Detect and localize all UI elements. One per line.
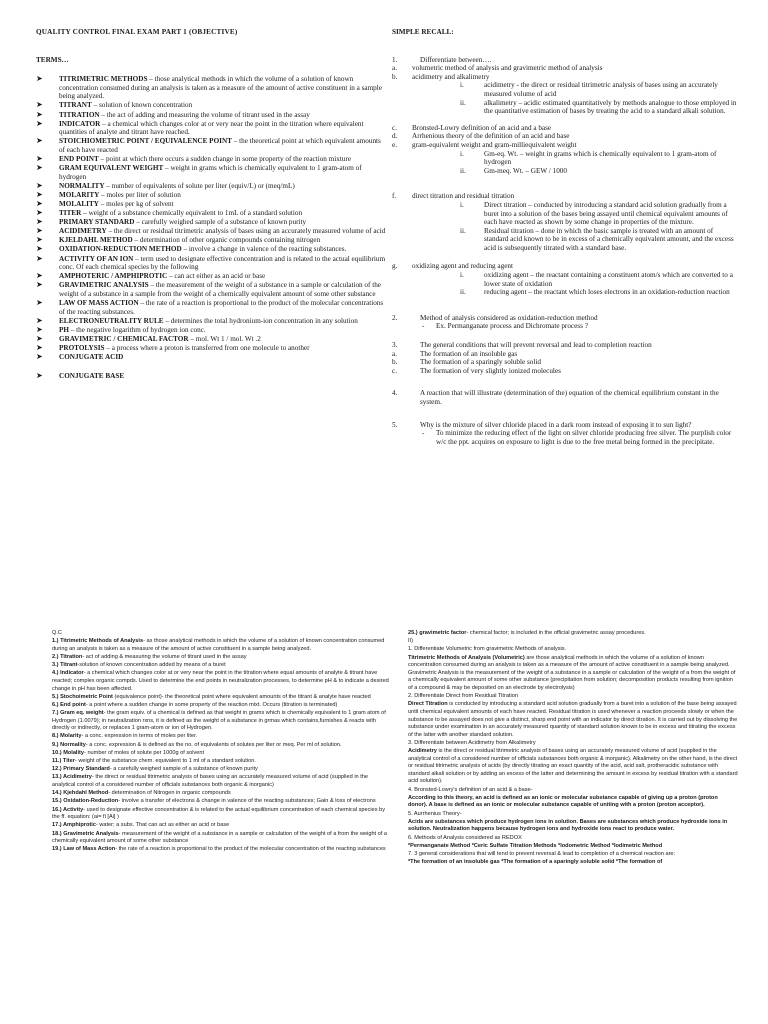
question-number: 1. [392, 55, 398, 64]
term-definition: – the act of adding and measuring the volume of titrant used in the assay [99, 110, 310, 119]
note-lead: 12.) Primary Standard [52, 766, 110, 773]
term-name: GRAVIMETRIC / CHEMICAL FACTOR [59, 334, 189, 343]
answer-item [392, 99, 737, 116]
term-definition: – the negative logarithm of hydrogen ion conc. [68, 325, 206, 334]
note-text: - water; a subs. That can act as either an acid or base [95, 822, 230, 829]
question-text: A reaction that will illustrate (determination of the) equation of the chemical equilibrium constant in the system. [420, 389, 719, 406]
note-paragraph [52, 630, 390, 638]
term-name: PRIMARY STANDARD [59, 218, 135, 227]
answer-text: Gm-meq. Wt. – GEW / 1000 [484, 166, 567, 175]
sub-text: The formation of a sparingly soluble solid [420, 358, 541, 367]
arrow-bullet-icon: ➤ [36, 74, 43, 84]
term-name: END POINT [59, 155, 99, 164]
answer-text: Gm-eq. Wt. – weight in grams which is chemically equivalent to 1 gram-atom of hydrogen [484, 149, 717, 167]
note-lead: 5.) Stochoimetric Point [52, 693, 113, 700]
note-text: - the rate of a reaction is proportional to the product of the molecular concentration of the reacting substances [115, 846, 386, 853]
term-item [36, 209, 388, 218]
term-definition: – solution of known concentration [91, 101, 193, 110]
arrow-bullet-icon: ➤ [36, 154, 43, 164]
arrow-bullet-icon: ➤ [36, 253, 43, 263]
term-definition: – weight of a substance chemically equivalent to 1mL of a standard solution [81, 209, 303, 218]
roman-numeral: i. [460, 271, 464, 280]
note-text: - a conc. expression & is defined as the no. of equivalents of solutes per liter or meq. Per ml of solution. [85, 741, 342, 748]
answer-item [392, 288, 737, 297]
term-name: MOLALITY [59, 200, 99, 208]
dash-bullet: - [422, 429, 425, 438]
question-number: 5. [392, 420, 398, 429]
note-lead: 15.) Oxidation-Reduction [52, 798, 119, 805]
note-lead: 9.) Normality [52, 741, 86, 748]
term-name: ELECTRONEUTRALITY RULE [59, 316, 164, 325]
question-text: Why is the mixture of silver chloride placed in a dark room instead of exposing it to sun light? [420, 420, 692, 429]
question-5 [392, 421, 737, 430]
question-1-e [392, 141, 737, 150]
term-name: GRAVIMETRIC ANALYSIS [59, 281, 149, 290]
note-text: 4. Bronsted-Lowry's definition of an acid & a base- [408, 786, 533, 793]
term-item [36, 218, 388, 227]
note-lead: 16.) Activity [52, 806, 84, 813]
term-definition: – mol. Wt 1 / mol. Wt .2 [188, 334, 261, 343]
question-text: Differentiate between…. [420, 55, 492, 64]
sub-text: Arrhenious theory of the definition of an acid and base [412, 132, 570, 141]
term-name: KJELDAHL METHOD [59, 236, 133, 245]
question-1-d [392, 132, 737, 141]
term-definition: – those analytical methods in which the volume of a solution of known concentration consumed during an analysis is taken as a measure of the amount of active constituent in a sample being analyzed. [59, 75, 382, 101]
term-definition: – point at which there occurs a sudden change in some property of the reaction mixture [98, 155, 352, 164]
answer-text: Residual titration – done in which the basic sample is treated with an amount of standard acid known to be in excess of a chemically equivalent amount, and the excess acid is subsequently titrated with a standard base. [484, 226, 734, 252]
question-1-a [392, 64, 737, 73]
term-item [36, 111, 388, 120]
note-text: - used to designate effective concentration & is related to the actual equilibrium concentration of each chemical species by the ff. equation: (ai= fi [Ai] ) [52, 806, 386, 821]
term-name: CONJUGATE ACID [59, 353, 124, 362]
note-lead: 1.) Titrimetric Methods of Analysis [52, 638, 144, 645]
question-number: 2. [392, 313, 398, 322]
term-name: GRAM EQUIVALENT WEIGHT [59, 164, 164, 173]
note-paragraph [408, 835, 738, 843]
term-name: PROTOLYSIS [59, 344, 105, 352]
question-2-answer [422, 322, 737, 331]
note-paragraph [52, 831, 390, 846]
arrow-bullet-icon: ➤ [36, 109, 43, 119]
note-text: - the gram equiv. of a chemical is defined as that weight in grams which is chemically equivalent to 1 gram atom of Hydrogen (1.0079); in neutralization rxns, it is defined as the weight of a substance in grmas which contains,furnishes & reacts with directly or indirectly, or replaces 1 gram-atom or ion of Hydrogen. [52, 710, 386, 732]
term-definition: – a process where a proton is transferred from one molecule to another [104, 344, 310, 352]
simple-recall-heading: SIMPLE RECALL: [392, 28, 454, 36]
answer-text: oxidizing agent – the reactant containing a constituent atom/s which are converted to a lower state of oxidation [484, 271, 733, 288]
note-lead: 18.) Gravimetric Analysis [52, 830, 119, 837]
note-text: - weight of the substance chem. equivalent to 1 ml of a standard solution. [74, 758, 256, 765]
question-5-answer [422, 429, 737, 446]
note-text: (equivalence point)- the theoretical point where equivalent amounts of the titrant & analyte have reacted [112, 693, 371, 700]
roman-numeral: ii. [460, 226, 466, 235]
sub-text: Bronsted-Lowry definition of an acid and a base [412, 123, 552, 132]
note-paragraph [408, 646, 738, 654]
question-text: The general conditions that will prevent reversal and lead to completion reaction [420, 341, 652, 350]
question-3-b [392, 358, 737, 367]
note-text: - the direct or residual titrimetric analysis of bases using an accurately measured volume of acid (supplied in the analytical control of a considered number of officials substances both organic & inorganic) [52, 774, 368, 788]
note-text: 7. 3 general considerations that will tend to prevent reversal & lead to completion of a chemical reaction are: [408, 850, 676, 857]
term-name: PH [59, 325, 69, 334]
term-definition: – moles per liter of solution [99, 190, 181, 199]
term-definition: – term used to designate effective concentration and is related to the actual equilibrium conc. Of each chemical species by the following [59, 254, 386, 272]
arrow-bullet-icon: ➤ [36, 271, 43, 281]
note-paragraph [408, 693, 738, 701]
question-1-g [392, 262, 737, 271]
term-item [36, 101, 388, 110]
note-paragraph [408, 811, 738, 819]
term-item [36, 120, 388, 137]
note-lead: 7.) Gram eq. weight [52, 710, 104, 717]
note-text: - a chemical which changes color at or very near the point in the titration where equal amounts of analyte & titrant have reacted; complex organic compds. Used to determine the end points in neutralization processes, to determine pH & to indicate a desired change in pH has been affected. [52, 670, 389, 692]
note-paragraph [408, 795, 738, 810]
question-3 [392, 341, 737, 350]
term-definition: – number of equivalents of solute per liter (equiv/L) or (meq/mL) [104, 181, 295, 190]
note-paragraph [408, 655, 738, 693]
sub-text: oxidizing agent and reducing agent [412, 262, 513, 271]
arrow-bullet-icon: ➤ [36, 280, 43, 290]
term-item [36, 164, 388, 181]
answer-item [392, 167, 737, 176]
sub-letter: a. [392, 349, 397, 358]
roman-numeral: ii. [460, 98, 466, 107]
roman-numeral: i. [460, 149, 464, 158]
question-1-c [392, 124, 737, 133]
question-text: Method of analysis considered as oxidation-reduction method [420, 313, 598, 322]
note-lead: According to this theory, an acid is defined as an ionic or molecular substance capable of giving up a proton (proton donor). A base is defined as an ionic or molecular substance capable of uniting with a proton (proton acceptor). [408, 794, 718, 809]
note-text: - act of adding & measuring the volume of titrant used in the assay [82, 653, 247, 660]
note-lead: Acids are substances which produce hydrogen ions in solution. Bases are substances which produce hydroxide ions in solution. Neutralization happens because hydrogen ions and hydroxide ions react to produce water. [408, 818, 728, 833]
term-name: INDICATOR [59, 119, 101, 128]
note-paragraph [52, 822, 390, 830]
note-lead: Direct Titration [408, 701, 448, 708]
term-name: TITRANT [59, 101, 92, 110]
arrow-bullet-icon: ➤ [36, 217, 43, 227]
term-definition: – determines the total hydronium-ion concentration in any solution [163, 316, 358, 325]
term-item [36, 317, 388, 326]
note-text: - as those analytical methods in which the volume of a solution of known concentration consumed during an analysis is taken as a measure of the amount of active constituent in a sample being analyzed. [52, 638, 385, 652]
note-lead: *Permanganate Method *Ceric Sulfate Titration Methods *Iodometric Method *Iodimetric Method [408, 842, 663, 849]
note-text: - number of moles of solute per 1000g of solvent [84, 749, 205, 756]
note-text: is the direct or residual titrimetric analysis of bases using an accurately measured volume of acid (supplied in the analytical control of a considered number of officials substances both organic & inorganic). Alkalimetry on the other hand, is the direct or residual titrimetric analysis of acids (by directly titrating an exact quantity of the acid, acid salt, protheracidic substance with standard alkali solution or by adding an excess of the latter and determining the amount in excess by residual titration with a standard acid solution). [408, 748, 738, 785]
note-paragraph [408, 859, 738, 867]
note-paragraph [52, 662, 390, 670]
question-4 [392, 389, 737, 406]
note-paragraph [408, 701, 738, 739]
note-paragraph [408, 843, 738, 851]
note-paragraph [52, 638, 390, 653]
term-definition: – the measurement of the weight of a substance in a sample or calculation of the weight of a substance in a sample from the weight of a chemically equivalent amount of some other substance [59, 281, 381, 298]
sub-letter: d. [392, 132, 398, 141]
term-item [36, 335, 388, 344]
term-item [36, 137, 388, 154]
term-name: ACIDIMETRY [59, 227, 107, 236]
note-lead: 25.) gravimetric factor [408, 630, 467, 636]
answer-item [392, 271, 737, 288]
note-paragraph [408, 740, 738, 748]
term-definition: – determination of other organic compounds containing nitrogen [132, 236, 321, 245]
answer-text: To minimize the reducing effect of the light on silver chloride producing free silver. The purplish color w/c the ppt. acquires on exposure to light is due to the free metal being formed in the precipitate. [436, 429, 732, 446]
note-lead: 10.) Molality [52, 749, 85, 756]
arrow-bullet-icon: ➤ [36, 100, 43, 110]
term-name: OXIDATION-REDUCTION METHOD [59, 245, 182, 254]
arrow-bullet-icon: ➤ [36, 343, 43, 352]
terms-heading: TERMS… [36, 55, 69, 64]
arrow-bullet-icon: ➤ [36, 199, 43, 208]
terms-list [36, 75, 388, 380]
note-paragraph [52, 790, 390, 798]
note-paragraph [52, 846, 390, 854]
note-lead: 2.) Titration [52, 653, 83, 660]
note-lead: Acidimetry [408, 748, 437, 755]
note-paragraph [52, 798, 390, 806]
note-paragraph [408, 819, 738, 834]
term-name: MOLARITY [59, 190, 100, 199]
question-1-b [392, 73, 737, 82]
term-definition: – the theoretical point at which equivalent amounts of each have reacted [59, 137, 381, 154]
answer-item [392, 150, 737, 167]
sub-letter: c. [392, 366, 397, 375]
term-name: STOICHIOMETRIC POINT / EQUIVALENCE POINT [59, 137, 232, 146]
term-definition: – involve a change in valence of the reacting substances. [181, 245, 347, 254]
note-paragraph [52, 654, 390, 662]
term-definition: – a chemical which changes color at or very near the point in the titration where equivalent quantities of analyte and titrant have reached. [59, 119, 364, 137]
term-name: NORMALITY [59, 181, 105, 190]
roman-numeral: ii. [460, 288, 466, 297]
sub-text: The formation of very slightly ionized molecules [420, 366, 561, 375]
arrow-bullet-icon: ➤ [36, 189, 43, 199]
note-text: 6. Methods of Analysis considered as REDOX [408, 834, 522, 841]
term-item [36, 245, 388, 254]
note-paragraph [408, 630, 738, 638]
term-item [36, 191, 388, 200]
answer-text: Direct titration – conducted by introducing a standard acid solution gradually from a buret into a solution of the bases being assayed until chemical equivalent amounts of each have reacted as shown by some change in properties of the mixture. [484, 200, 728, 227]
note-lead: 19.) Law of Mass Action [52, 846, 116, 853]
sub-text: gram-equivalent weight and gram-milliequivalent weight [412, 140, 577, 149]
note-text: is conducted by introducing a standard acid solution gradually from a buret into a solution of the base being assayed until chemical equivalent amounts of each have reacted. Residual titration is used whenever a reaction proceeds slowly or when the substance to be assayed does not give a distinct, sharp end point with an indicator by direct titration. It is carried out by dissolving the substance under examination in an accurately measured quantity of standard solution known to be in excess and titrating the excess of the latter with another standard solution. [408, 701, 738, 738]
note-text: 2. Differentiate Direct from Residual Titration [408, 693, 518, 700]
note-text: 3. Differentiate between Acidimetry from Alkalimetry [408, 739, 536, 746]
sub-text: acidimetry and alkalimetry [412, 72, 490, 81]
term-item [36, 344, 388, 353]
note-text: 5. Aurrhenius Theory- [408, 810, 462, 817]
note-lead: 8.) Molarity [52, 733, 82, 740]
answer-item [392, 81, 737, 98]
note-text: - a point where a sudden change in some property of the reaction mixt. Occurs (titration is terminated) [85, 701, 338, 708]
sub-text: The formation of an insoluble gas [420, 349, 518, 358]
note-paragraph [52, 758, 390, 766]
term-name: ACTIVITY OF AN ION [59, 254, 134, 263]
arrow-bullet-icon: ➤ [36, 324, 43, 334]
note-text: -solution of known concentration added by means of a buret [77, 662, 226, 669]
arrow-bullet-icon: ➤ [36, 315, 43, 325]
term-name: TITRIMETRIC METHODS [59, 75, 148, 84]
term-name: AMPHOTERIC / AMPHIPROTIC [59, 272, 168, 281]
roman-numeral: i. [460, 81, 464, 90]
arrow-bullet-icon: ➤ [36, 208, 43, 218]
note-lead: 4.) Indicator [52, 670, 84, 677]
term-item [36, 281, 388, 298]
arrow-bullet-icon: ➤ [36, 118, 43, 128]
question-1-f [392, 192, 737, 201]
term-item [36, 326, 388, 335]
term-item [36, 200, 388, 209]
sub-letter: c. [392, 123, 397, 132]
question-3-c [392, 367, 737, 376]
arrow-bullet-icon: ➤ [36, 370, 43, 380]
term-item [36, 272, 388, 281]
bottom-right-column [408, 630, 738, 867]
note-lead: 11.) Titer [52, 758, 75, 765]
term-item [36, 182, 388, 191]
note-text: are those analytical methods in which the volume of a solution of known concentration consumed during an analysis is taken as a measure of the amount of active constituent in a sample being analyzed. Gravimetric Analysis is the measurement of the weight of a substance in a sample or calculation of the weight of a from the weight of a chemically equivalent amount of some other substance (precipitation from solution; decomposition products resulting from ignition of a compound & may be deposited on an electrode by electrolysis) [408, 654, 736, 691]
terms-column [36, 28, 388, 381]
term-item [36, 236, 388, 245]
note-text: - determination of Nitrogen in organic compounds [108, 790, 231, 797]
answer-text: acidimetry - the direct or residual titrimetric analysis of bases using an accurately measured volume of acid [484, 81, 718, 98]
arrow-bullet-icon: ➤ [36, 180, 43, 190]
note-text: Q.C [52, 630, 62, 636]
question-1 [392, 56, 737, 65]
question-number: 3. [392, 341, 398, 350]
term-definition: – carefully weighed sample of a substance of known purity [134, 218, 307, 227]
term-definition: – weight in grams which is chemically equivalent to 1 gram-atom of hydrogen [59, 164, 362, 181]
arrow-bullet-icon: ➤ [36, 298, 43, 308]
roman-numeral: ii. [460, 166, 466, 175]
simple-recall-column [392, 28, 737, 446]
note-text: - involve a transfer of electrons & change in valence of the reacting substances; Gain & loss of electrons [118, 798, 376, 805]
arrow-bullet-icon: ➤ [36, 235, 43, 245]
note-text: II) [408, 638, 413, 645]
note-text: 1. Differentiate Volumetric from gravimetric Methods of analysis. [408, 646, 567, 653]
note-paragraph [52, 694, 390, 702]
answer-text: alkalimetry – acidic estimated quantitatively by methods analogue to those employed in the quantitative estimation of bases by treating the acid to a standard alkali solution. [484, 98, 737, 116]
note-paragraph [52, 766, 390, 774]
note-text: - measurement of the weight of a substance in a sample or calculation of the weight of a from the weight of a chemically equivalent amount of some other substance [52, 830, 387, 845]
sub-letter: b. [392, 72, 398, 81]
term-definition: – the rate of a reaction is proportional to the product of the molecular concentrations of the reacting substances. [59, 299, 384, 316]
note-text: - a carefully weighed sample of a substance of known purity [109, 766, 258, 773]
sub-letter: a. [392, 64, 397, 73]
sub-letter: e. [392, 140, 397, 149]
note-paragraph [52, 733, 390, 741]
note-paragraph [52, 807, 390, 822]
term-definition: – moles per kg of solvent [98, 200, 174, 208]
note-paragraph [408, 787, 738, 795]
term-item [36, 155, 388, 164]
term-item [36, 75, 388, 101]
note-lead: *The formation of an insoluble gas *The formation of a sparingly soluble solid *The formation of [408, 859, 663, 866]
note-paragraph [408, 851, 738, 859]
exam-page-bottom [0, 616, 768, 1024]
answer-item [392, 201, 737, 227]
note-lead: 3.) Titrant [52, 662, 78, 669]
roman-numeral: i. [460, 200, 464, 209]
note-lead: Titrimetric Methods of Analysis (Volumetric) [408, 654, 525, 661]
question-number: 4. [392, 389, 398, 398]
bottom-left-column [52, 630, 390, 855]
sub-text: volumetric method of analysis and gravimetric method of analysis [412, 64, 603, 73]
note-paragraph [52, 670, 390, 693]
arrow-bullet-icon: ➤ [36, 226, 43, 236]
arrow-bullet-icon: ➤ [36, 352, 43, 362]
arrow-bullet-icon: ➤ [36, 244, 43, 254]
note-lead: 17.) Amphiprotic [52, 822, 96, 829]
note-paragraph [408, 748, 738, 786]
term-item [36, 227, 388, 236]
term-definition: – can act either as an acid or base [167, 272, 266, 281]
answer-text: Ex. Permanganate process and Dichromate process ? [436, 322, 588, 331]
question-3-a [392, 350, 737, 359]
answer-item [392, 227, 737, 253]
note-paragraph [52, 702, 390, 710]
term-name: CONJUGATE BASE [59, 371, 125, 380]
term-definition: – the direct or residual titrimetric analysis of bases using an accurately measured volume of acid [106, 227, 386, 236]
term-name: TITRATION [59, 110, 100, 119]
note-lead: 13.) Acidimetry [52, 774, 92, 781]
arrow-bullet-icon: ➤ [36, 136, 43, 146]
dash-bullet: - [422, 322, 425, 331]
answer-text: reducing agent – the reactant which loses electrons in an oxidation-reduction reaction [484, 288, 730, 297]
note-paragraph [52, 774, 390, 789]
arrow-bullet-icon: ➤ [36, 333, 43, 343]
note-paragraph [408, 638, 738, 646]
sub-text: direct titration and residual titration [412, 192, 515, 201]
note-paragraph [52, 710, 390, 733]
sub-letter: g. [392, 262, 398, 271]
term-item [36, 255, 388, 272]
term-name: LAW OF MASS ACTION [59, 299, 139, 308]
term-name: TITER [59, 209, 82, 218]
note-paragraph [52, 750, 390, 758]
note-text: - a conc. expression in terms of moles per liter. [81, 733, 198, 740]
sub-letter: b. [392, 358, 398, 367]
note-paragraph [52, 742, 390, 750]
note-text: - chemical factor; is included in the official gravimetric assay procedures. [466, 630, 646, 636]
note-lead: 6.) End point [52, 701, 86, 708]
sub-letter: f. [392, 192, 397, 201]
question-2 [392, 314, 737, 323]
term-item [36, 299, 388, 316]
note-lead: 14.) Kjehdahl Method [52, 790, 109, 797]
term-item [36, 353, 388, 362]
term-item [36, 372, 388, 381]
arrow-bullet-icon: ➤ [36, 163, 43, 173]
exam-title: QUALITY CONTROL FINAL EXAM PART 1 (OBJECTIVE) [36, 28, 238, 36]
